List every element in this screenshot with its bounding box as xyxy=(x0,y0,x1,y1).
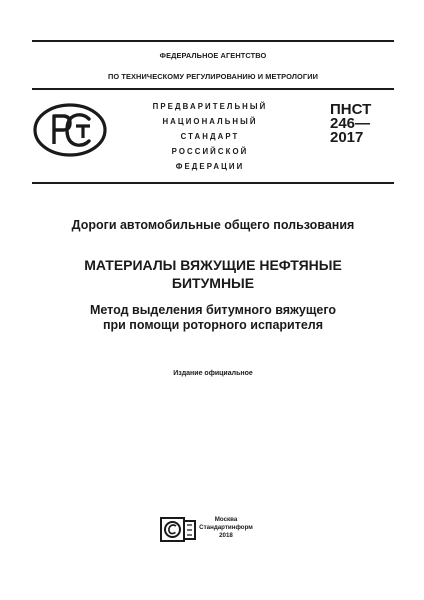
header-rule-bottom xyxy=(32,182,394,184)
agency-line-2: ПО ТЕХНИЧЕСКОМУ РЕГУЛИРОВАНИЮ И МЕТРОЛОГИИ xyxy=(107,72,319,81)
standartinform-logo-icon xyxy=(160,517,200,543)
standard-code-line-3: 2017 xyxy=(330,129,364,146)
header-rule-top xyxy=(32,88,394,90)
title-line-1: МАТЕРИАЛЫ ВЯЖУЩИЕ НЕФТЯНЫЕ xyxy=(84,257,342,273)
document-title xyxy=(20,256,406,292)
publisher-city: Москва xyxy=(214,516,238,523)
top-rule-thick xyxy=(32,40,394,42)
publisher-info xyxy=(196,516,256,539)
edition-label: Издание официальное xyxy=(173,370,253,377)
document-subject: Дороги автомобильные общего пользования xyxy=(71,218,355,232)
rst-mark-icon xyxy=(32,101,108,159)
document-subtitle xyxy=(20,303,406,333)
status-line-5: ФЕДЕРАЦИИ xyxy=(175,162,245,171)
status-line-4: РОССИЙСКОЙ xyxy=(171,147,249,156)
standard-code-line-1: ПНСТ xyxy=(330,101,372,118)
standard-code-line-2: 246— xyxy=(330,115,371,132)
agency-line-1: ФЕДЕРАЛЬНОЕ АГЕНТСТВО xyxy=(159,51,267,60)
title-line-2: БИТУМНЫЕ xyxy=(171,275,255,291)
status-line-3: СТАНДАРТ xyxy=(180,132,240,141)
publisher-name: Стандартинформ xyxy=(199,523,253,531)
subtitle-line-2: при помощи роторного испарителя xyxy=(102,318,324,332)
status-line-2: НАЦИОНАЛЬНЫЙ xyxy=(162,117,258,126)
subtitle-line-1: Метод выделения битумного вяжущего xyxy=(89,303,337,317)
publication-year: 2018 xyxy=(219,531,233,539)
emblem-text: РСТ xyxy=(70,158,72,159)
status-line-1: ПРЕДВАРИТЕЛЬНЫЙ xyxy=(152,102,268,111)
